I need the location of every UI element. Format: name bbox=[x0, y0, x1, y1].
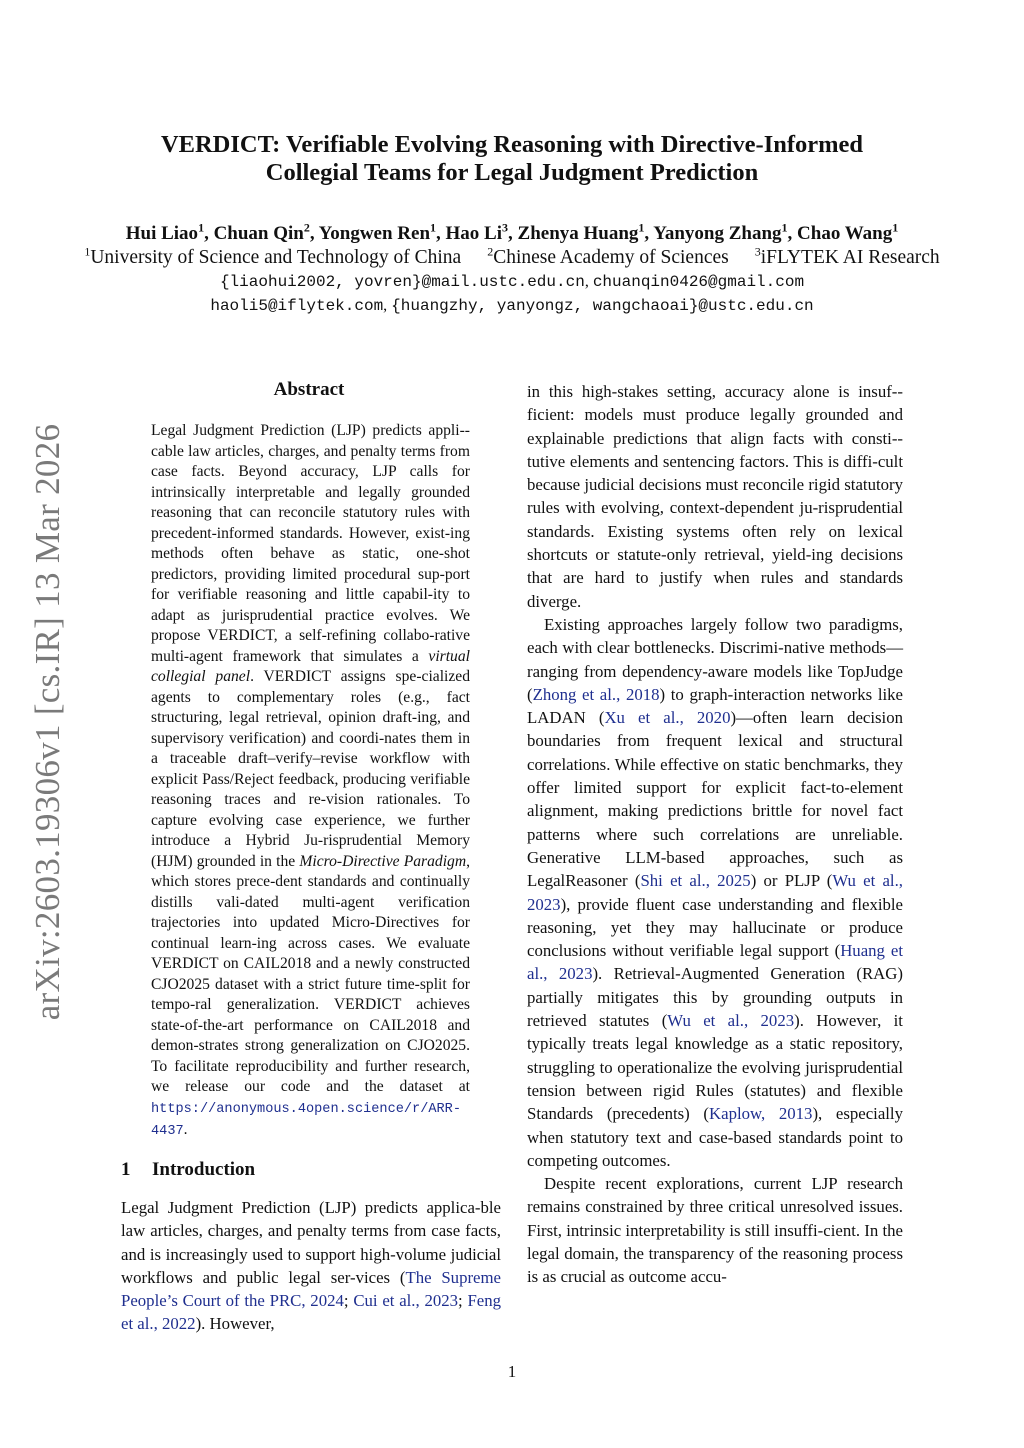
affiliations bbox=[0, 246, 1024, 270]
paragraph: Despite recent explorations, current LJP research remains constrained by three critical unresolved issues. First, intrinsic interpretability is still insuffi-cient. In the legal domain, the transparency of the reasoning process is as crucial as outcome accu- bbox=[527, 1174, 903, 1287]
author: Zhenya Huang$^1$, bbox=[517, 220, 654, 244]
citation-link[interactable]: Zhong et al., 2018 bbox=[532, 684, 660, 704]
affiliation: $^2$Chinese Academy of Sciences bbox=[487, 244, 729, 268]
title-line-1: VERDICT: Verifiable Evolving Reasoning with Directive-Informed bbox=[160, 131, 864, 158]
citation-link[interactable]: Shi et al., 2025 bbox=[640, 871, 751, 891]
abstract-body: Legal Judgment Prediction (LJP) predicts appli-cable law articles, charges, and penalty terms from case facts. Beyond accuracy, LJP calls for intrinsically interpretable and legally grounded reasoning that can reconcile statutory rules with precedent-informed standards. However, exist-ing methods often behave as static, one-shot predictors, providing limited procedural sup-port for verifiable reasoning and little capabil-ity to adapt as jurisprudential practice evolves. We propose VERDICT, a self-refining collabo-rative multi-agent framework that simulates a virtual collegial panel. VERDICT assigns spe-cialized agents to complementary roles (e.g., fact structuring, legal retrieval, opinion draft-ing, and supervisory verification) and coordi-nates them in a traceable draft–verify–revise workflow with explicit Pass/Reject feedback, producing verifiable reasoning traces and re-vision rationales. To capture evolving case experience, we further introduce a Hybrid Ju-risprudential Memory (HJM) grounded in the Micro-Directive Paradigm, which stores prece-dent standards and continually distills vali-dated multi-agent verification trajectories into updated Micro-Directives for continual learn-ing across cases. We evaluate VERDICT on CAIL2018 and a newly constructed CJO2025 dataset with a strict future time-split for tempo-ral generalization. VERDICT achieves state-of-the-art performance on CAIL2018 and demon-strates strong generalization on CJO2025. To facilitate reproducibility and further research, we release our code and the dataset at https://anonymous.4open.science/r/ARR-4437. bbox=[151, 422, 470, 1139]
citation-link[interactable]: The Supreme People’s Court of the PRC, 2024 bbox=[121, 1267, 501, 1311]
emphasis: Micro-Directive Paradigm bbox=[299, 852, 467, 870]
citation-link[interactable]: Kaplow, 2013 bbox=[709, 1104, 813, 1124]
citation-link[interactable]: Feng et al., 2022 bbox=[121, 1291, 502, 1334]
email[interactable]: haoli5@iflytek.com bbox=[210, 297, 384, 315]
author: Chao Wang$^1$ bbox=[797, 220, 899, 244]
affiliation: $^3$iFLYTEK AI Research bbox=[754, 244, 940, 268]
arxiv-stamp: arXiv:2603.19306v1 [cs.IR] 13 Mar 2026 bbox=[28, 423, 67, 1021]
emphasis: virtual collegial panel bbox=[151, 647, 470, 685]
author: Hui Liao$^1$, bbox=[125, 220, 214, 244]
paragraph: Existing approaches largely follow two paradigms, each with clear bottlenecks. Discrimi-native methods—ranging from dependency-aware models like TopJudge (Zhong et al., 2018) to graph-interaction networks like LADAN (Xu et al., 2020)—often learn decision boundaries from frequent lexical and structural correlations. While effective on static benchmarks, they offer limited support for explicit fact-to-element alignment, making predictions brittle for novel fact patterns where such correlations are unreliable. Generative LLM-based approaches, such as LegalReasoner (Shi et al., 2025) or PLJP (Wu et al., 2023), provide fluent case understanding and flexible reasoning, yet they may hallucinate or produce conclusions without verifiable legal support (Huang et al., 2023). Retrieval-Augmented Generation (RAG) partially mitigates this by grounding outputs in retrieved statutes (Wu et al., 2023). However, it typically treats legal knowledge as a static repository, struggling to operationalize the evolving jurisprudential tension between rigid Rules (statutes) and flexible Standards (precedents) (Kaplow, 2013), especially when statutory text and case-based standards point to competing outcomes. bbox=[527, 614, 904, 1170]
title-line-2: Collegial Teams for Legal Judgment Prediction bbox=[265, 159, 759, 186]
author: Yongwen Ren$^1$, bbox=[318, 220, 446, 244]
abstract-heading: Abstract bbox=[273, 379, 345, 400]
citation-link[interactable]: Cui et al., 2023 bbox=[353, 1291, 459, 1311]
section-heading bbox=[121, 1158, 255, 1182]
citation-link[interactable]: Huang et al., 2023 bbox=[527, 941, 904, 984]
email[interactable]: {liaohui2002, yovren}@mail.ustc.edu.cn bbox=[219, 273, 585, 291]
page-number: 1 bbox=[507, 1362, 517, 1381]
code-link[interactable]: https://anonymous.4open.science/r/ARR-4437 bbox=[151, 1101, 461, 1139]
author: Hao Li$^3$, bbox=[445, 220, 518, 244]
citation-link[interactable]: Wu et al., 2023 bbox=[667, 1011, 795, 1031]
affiliation: $^1$University of Science and Technology of China bbox=[84, 244, 462, 268]
paragraph: in this high-stakes setting, accuracy alone is insuf-ficient: models must produce legally grounded and explainable predictions that align facts with consti-tutive elements and sentencing factors. This is diffi-cult because judicial decisions must reconcile rigid statutory rules with evolving, context-dependent ju-risprudential standards. Existing systems often rely on lexical shortcuts or statute-only retrieval, yield-ing decisions that are hard to justify when rules and standards diverge. bbox=[527, 382, 903, 611]
author-list bbox=[0, 222, 1024, 246]
citation-link[interactable]: Xu et al., 2020 bbox=[604, 708, 731, 728]
author: Yanyong Zhang$^1$, bbox=[653, 220, 798, 244]
author: Chuan Qin$^2$, bbox=[213, 220, 319, 244]
citation-link[interactable]: Wu et al., 2023 bbox=[527, 871, 903, 914]
email-line-1: {liaohui2002, yovren}@mail.ustc.edu.cn, chuanqin0426@gmail.com bbox=[219, 273, 805, 291]
email-line-2: haoli5@iflytek.com, {huangzhy, yanyongz, wangchaoai}@ustc.edu.cn bbox=[210, 297, 814, 315]
right-column bbox=[527, 380, 903, 1289]
email[interactable]: {huangzhy, yanyongz, wangchaoai}@ustc.edu.cn bbox=[391, 297, 814, 315]
section-title: Introduction bbox=[152, 1159, 256, 1180]
section-number: 1 bbox=[121, 1159, 131, 1180]
intro-paragraph: Legal Judgment Prediction (LJP) predicts applica-ble law articles, charges, and penalty terms from case facts, and is increasingly used to support high-volume judicial workflows and public legal ser-vices (The Supreme People’s Court of the PRC, 2024; Cui et al., 2023; Feng et al., 2022). However, bbox=[121, 1198, 502, 1334]
paper-title bbox=[0, 131, 1024, 187]
email[interactable]: chuanqin0426@gmail.com bbox=[592, 273, 805, 291]
